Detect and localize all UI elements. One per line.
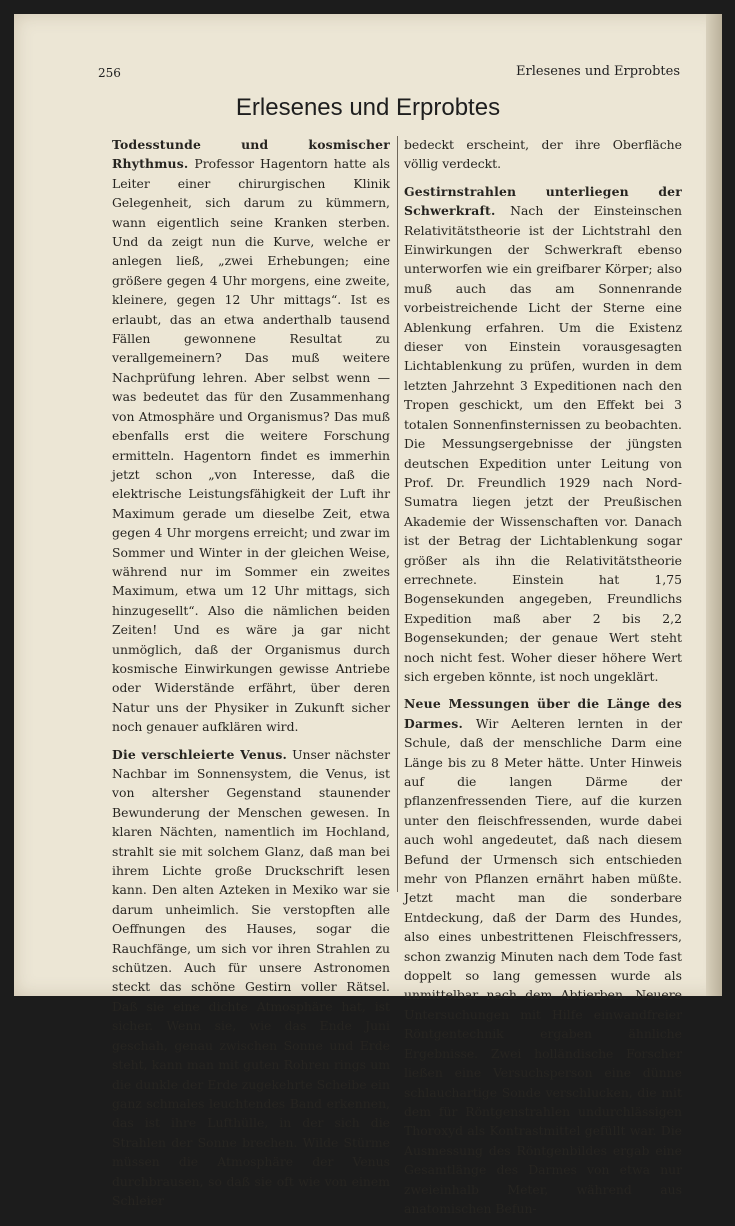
article-heading: Neue Messungen über die Länge des Darmes. bbox=[404, 696, 682, 731]
book-page bbox=[14, 14, 722, 1216]
article-venus-continued bbox=[404, 135, 682, 174]
page-title: Erlesenes und Erprobtes bbox=[235, 94, 501, 121]
article-text: Nach der Einsteinschen Relativitätstheorie ist der Lichtstrahl den Einwirkungen der Schwerkraft ebenso unterworfen wie ein greifbarer Körper; also muß auch das am Sonnenrande vorbeistreichende Licht der Sterne eine Ablenkung erfahren. Um die Existenz dieser von Einstein vorausgesagten Lichtablenkung zu prüfen, wurden in dem letzten Jahrzehnt 3 Expeditionen nach den Tropen geschickt, um den Effekt bei 3 totalen Sonnenfinsternissen zu beobachten. Die Messungsergebnisse der jüngsten deutschen Expedition unter Leitung von Prof. Dr. Freundlich 1929 nach Nord-Sumatra liegen jetzt der Preußischen Akademie der Wissenschaften vor. Danach ist der Betrag der Lichtablenkung sogar größer als ihn die Relativitätstheorie errechnete. Einstein hat 1,75 Bogensekunden angegeben, Freundlichs Expedition maß aber 2 bis 2,2 Bogensekunden; der genaue Wert steht noch nicht fest. Woher dieser höhere Wert sich ergeben könnte, ist noch ungeklärt. bbox=[404, 203, 682, 684]
left-column bbox=[112, 135, 390, 1218]
page-edge bbox=[706, 14, 722, 996]
article-darm bbox=[404, 694, 682, 1218]
article-text: Wir Aelteren lernten in der Schule, daß der menschliche Darm eine Länge bis zu 8 Meter hätte. Unter Hinweis auf die langen Därme der pflanzenfressenden Tiere, auf die kurzen unter den fleischfressenden, wurde dabei auch wohl angedeutet, daß nach diesem Befund der Urmensch sich entschieden mehr von Pflanzen ernährt haben müßte. Jetzt macht man die sonderbare Entdeckung, daß der Darm des Hundes, also eines unbestrittenen Fleischfressers, schon zwanzig Minuten nach dem Tode fast doppelt so lang gemessen wurde als unmittelbar nach dem Abtierben. Neuere Untersuchungen mit Hilfe einwandfreier Röntgentechnik ergaben ähnliche Ergebnisse. Zwei holländische Forscher ließen eine Versuchsperson eine dünne schlauchartige Sonde verschlucken, die mit dem für Röntgenstrahlen undurchlässigen Thoroxyd als Kontrastmittel gefüllt war. Die Ausmessung des Röntgenbildes ergab eine Gesamtlänge des Darmes von etwa nur zweieinhalb Meter, während aus anatomischen Befun- bbox=[404, 715, 682, 1216]
running-title: Erlesenes und Erprobtes bbox=[516, 64, 680, 79]
article-heading: Todesstunde und kosmischer Rhythmus. bbox=[112, 137, 390, 172]
right-column bbox=[404, 135, 682, 1226]
column-divider bbox=[397, 136, 398, 892]
article-todesstunde bbox=[112, 135, 390, 737]
article-text: Professor Hagentorn hatte als Leiter einer chirurgischen Klinik Gelegenheit, sich darum zu kümmern, wann eigentlich seine Kranken sterben. Und da zeigt nun die Kurve, welche er anlegen ließ, „zwei Erhebungen; eine größere gegen 4 Uhr morgens, eine zweite, kleinere, gegen 12 Uhr mittags“. Ist es erlaubt, das an etwa anderthalb tausend Fällen gewonnene Resultat zu verallgemeinern? Das muß weitere Nachprüfung lehren. Aber selbst wenn — was bedeutet das für den Zusammenhang von Atmosphäre und Organismus? Das muß ebenfalls erst die weitere Forschung ermitteln. Hagentorn findet es immerhin jetzt schon „von Interesse, daß die elektrische Leistungsfähigkeit der Luft ihr Maximum gerade um dieselbe Zeit, etwa gegen 4 Uhr morgens erreicht; und zwar im Sommer und Winter in der gleichen Weise, während nur im Sommer ein zweites Maximum, etwa um 12 Uhr mittags, sich hinzugesellt“. Also die nämlichen beiden Zeiten! Und es wäre ja gar nicht unmöglich, daß der Organismus durch kosmische Einwirkungen gewisse Antriebe oder Widerstände erfährt, über deren Natur uns der Physiker in Zukunft sicher noch genauer aufklären wird. bbox=[112, 156, 390, 735]
article-heading: Die verschleierte Venus. bbox=[112, 746, 288, 762]
article-text: Unser nächster Nachbar im Sonnensystem, die Venus, ist von altersher Gegenstand staunender Bewunderung der Menschen gewesen. In klaren Nächten, namentlich im Hochland, strahlt sie mit solchem Glanz, daß man bei ihrem Lichte große Druckschrift lesen kann. Den alten Azteken in Mexiko war sie darum unheimlich. Sie verstopften alle Oeffnungen des Hauses, sogar die Rauchfänge, um sich vor ihren Strahlen zu schützen. Auch für unsere Astronomen steckt das schöne Gestirn voller Rätsel. Daß sie eine dichte Atmosphäre hat, ist sicher. Wenn sie, wie das Ende Juni geschah, genau zwischen Sonne und Erde steht, kann man mit guten Rohren rings um die dunkle der Erde zugekehrte Scheibe ein ganz schmales leuchtendes Band erkennen, das ist ihre Lufthülle, in der sich die Strahlen der Sonne brechen. Wilde Stürme müssen die Atmosphäre der Venus durchbrausen, so daß sie oft wie von einem Schleier bbox=[112, 746, 390, 1208]
article-heading: Gestirnstrahlen unterliegen der Schwerkraft. bbox=[404, 183, 682, 219]
article-venus bbox=[112, 745, 390, 1211]
page-number: 256 bbox=[98, 66, 121, 80]
article-gestirnstrahlen bbox=[404, 182, 682, 687]
article-text: bedeckt erscheint, der ihre Oberfläche völlig verdeckt. bbox=[404, 137, 682, 172]
